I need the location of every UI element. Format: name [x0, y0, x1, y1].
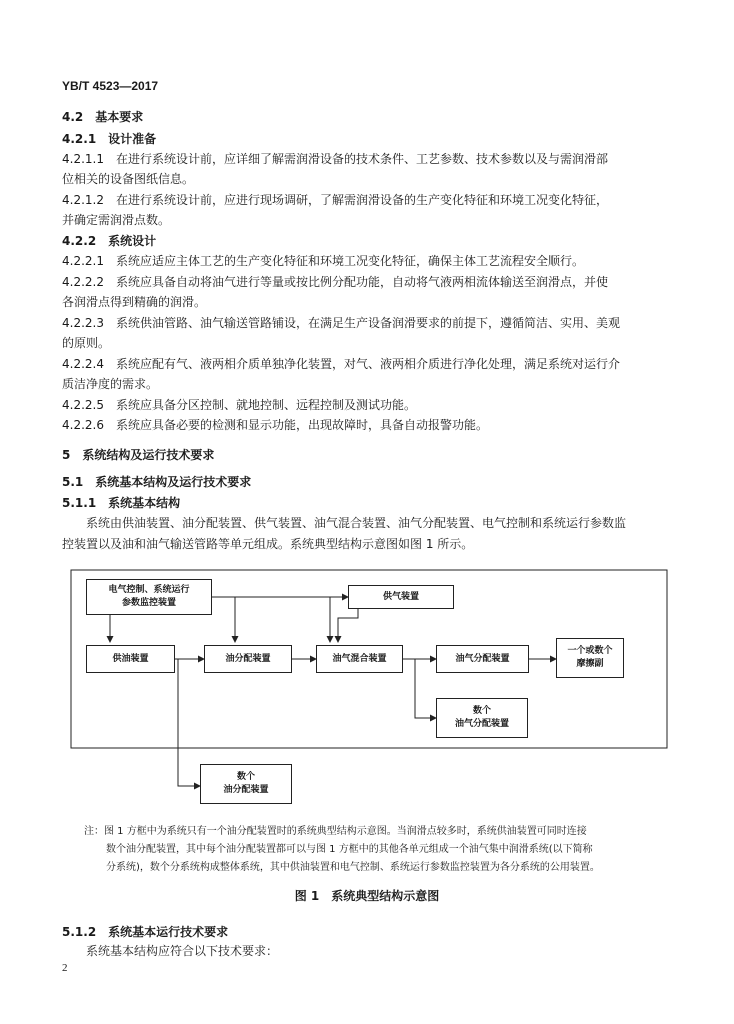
figure-note-3: 分系统)，数个分系统构成整体系统，其中供油装置和电气控制、系统运行参数监控装置为各分系统的公用装置。	[106, 862, 600, 873]
arrow-oil-supply-multi-oil-dist	[178, 659, 200, 786]
heading-5-1-2: 5.1.2 系统基本运行技术要求	[62, 925, 229, 939]
para-4-2-2-6: 4.2.2.6 系统应具备必要的检测和显示功能，出现故障时，具备自动报警功能。	[62, 418, 488, 432]
figure-caption: 图 1 系统典型结构示意图	[294, 889, 440, 903]
figure-note-1: 注：图 1 方框中为系统只有一个油分配装置时的系统典型结构示意图。当润滑点较多时，系统供油装置可同时连接	[84, 826, 587, 837]
node-multi-oil-air-distributors: 数个 油气分配装置	[436, 698, 528, 738]
node-oil-air-mixer: 油气混合装置	[316, 645, 403, 673]
para-4-2-2-3-b: 的原则。	[62, 336, 111, 350]
para-4-2-2-1: 4.2.2.1 系统应适应主体工艺的生产变化特征和环境工况变化特征，确保主体工艺流程安全顺行。	[62, 254, 584, 268]
heading-4-2-1: 4.2.1 设计准备	[62, 132, 157, 146]
para-4-2-1-1-a: 4.2.1.1 在进行系统设计前，应详细了解需润滑设备的技术条件、工艺参数、技术参数以及与需润滑部	[62, 152, 608, 166]
para-4-2-1-2-b: 并确定需润滑点数。	[62, 213, 171, 227]
node-control: 电气控制、系统运行 参数监控装置	[86, 579, 212, 615]
structure-diagram	[70, 568, 670, 808]
para-4-2-2-4-a: 4.2.2.4 系统应配有气、液两相介质单独净化装置，对气、液两相介质进行净化处理，满足系统对运行介	[62, 357, 620, 371]
para-5-1-2: 系统基本结构应符合以下技术要求：	[86, 944, 279, 958]
node-oil-supply: 供油装置	[86, 645, 175, 673]
heading-5: 5 系统结构及运行技术要求	[62, 448, 215, 462]
node-oil-distributor: 油分配装置	[204, 645, 292, 673]
heading-4-2: 4.2 基本要求	[62, 110, 144, 124]
node-air-supply: 供气装置	[348, 585, 454, 609]
heading-4-2-2: 4.2.2 系统设计	[62, 234, 157, 248]
para-4-2-1-1-b: 位相关的设备图纸信息。	[62, 172, 195, 186]
para-5-1-1-a: 系统由供油装置、油分配装置、供气装置、油气混合装置、油气分配装置、电气控制和系统运行参数监	[86, 516, 627, 530]
figure-note-2: 数个油分配装置，其中每个油分配装置都可以与图 1 方框中的其他各单元组成一个油气集中润滑系统(以下简称	[106, 844, 593, 855]
para-4-2-2-2-a: 4.2.2.2 系统应具备自动将油气进行等量或按比例分配功能，自动将气液两相流体输送至润滑点，并使	[62, 275, 608, 289]
para-5-1-1-b: 控装置以及油和油气输送管路等单元组成。系统典型结构示意图如图 1 所示。	[62, 537, 474, 551]
node-friction-pair: 一个或数个 摩擦副	[556, 638, 624, 678]
para-4-2-2-4-b: 质洁净度的需求。	[62, 377, 159, 391]
arrow-mix-multi-og-dist	[415, 659, 436, 718]
para-4-2-1-2-a: 4.2.1.2 在进行系统设计前，应进行现场调研，了解需润滑设备的生产变化特征和环境工况变化特征，	[62, 193, 608, 207]
para-4-2-2-2-b: 各润滑点得到精确的润滑。	[62, 295, 207, 309]
heading-5-1-1: 5.1.1 系统基本结构	[62, 496, 181, 510]
standard-code: YB/T 4523—2017	[62, 79, 159, 93]
page-number: 2	[62, 962, 68, 974]
para-4-2-2-5: 4.2.2.5 系统应具备分区控制、就地控制、远程控制及测试功能。	[62, 398, 416, 412]
heading-5-1: 5.1 系统基本结构及运行技术要求	[62, 475, 252, 489]
para-4-2-2-3-a: 4.2.2.3 系统供油管路、油气输送管路铺设，在满足生产设备润滑要求的前提下，遵循简洁、实用、美观	[62, 316, 620, 330]
node-multi-oil-distributors: 数个 油分配装置	[200, 764, 292, 804]
node-oil-air-distributor: 油气分配装置	[436, 645, 529, 673]
